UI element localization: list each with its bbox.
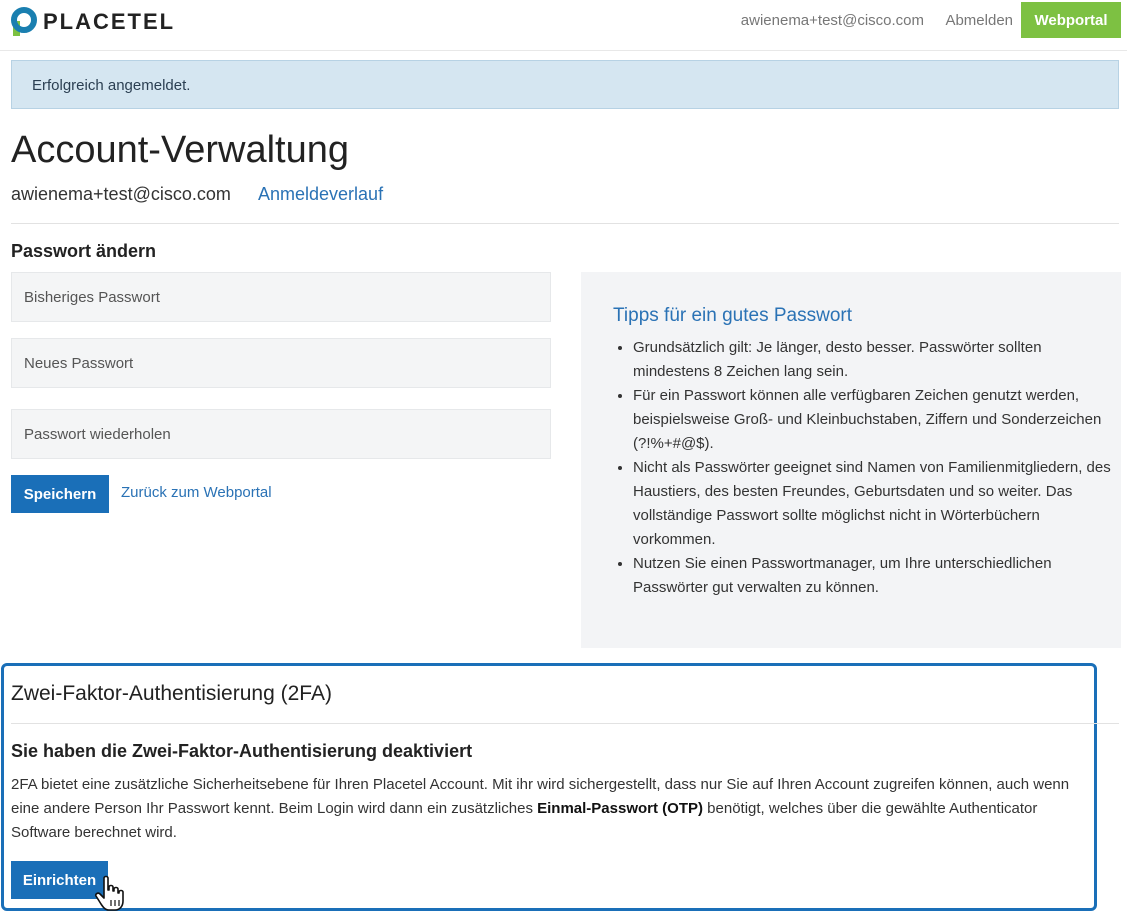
divider (11, 723, 1119, 724)
save-button[interactable]: Speichern (11, 475, 109, 513)
placetel-logo[interactable] (10, 7, 175, 37)
back-to-webportal-link[interactable]: Zurück zum Webportal (121, 484, 272, 501)
top-navbar (0, 0, 1127, 51)
logo-text: PLACETEL (43, 9, 176, 34)
twofa-desc-bold: Einmal-Passwort (OTP) (537, 800, 703, 817)
repeat-password-input[interactable] (11, 409, 551, 459)
account-email: awienema+test@cisco.com (11, 184, 231, 204)
change-password-title: Passwort ändern (11, 241, 157, 261)
login-history-link[interactable]: Anmeldeverlauf (258, 184, 384, 204)
tip-item: • Nicht als Passwörter geeignet sind Namen von Familienmitgliedern, des Haustiers, des besten Freundes, Geburtsdaten und so weiter. Das vollständige Passwort sollte möglichst nicht in Wörterbüchern vorkommen. (633, 456, 1111, 552)
current-password-input[interactable] (11, 272, 551, 322)
hand-pointer-cursor-icon (92, 874, 130, 912)
tips-list (613, 336, 1111, 600)
user-email: awienema+test@cisco.com (740, 12, 924, 29)
twofa-description (11, 773, 1091, 845)
twofa-desc-text-end: benötigt, welches über die gewählte Authenticator Software berechnet wird. (11, 800, 1038, 841)
twofa-desc-text: 2FA bietet eine zusätzliche Sicherheitsebene für Ihren Placetel Account. Mit ihr wird sichergestellt, dass nur Sie auf Ihren Account zugreifen können, auch wenn eine andere Person Ihr Passwort kennt. Beim Login wird dann ein zusätzliches (11, 776, 1070, 817)
tips-title: Tipps für ein gutes Passwort (613, 305, 853, 326)
webportal-button[interactable]: Webportal (1021, 2, 1121, 38)
page-title: Account-Verwaltung (11, 129, 349, 171)
divider (11, 223, 1119, 224)
twofa-status: Sie haben die Zwei-Faktor-Authentisierung deaktiviert (11, 741, 473, 761)
alert-message: Erfolgreich angemeldet. (32, 77, 191, 94)
tip-item: • Grundsätzlich gilt: Je länger, desto besser. Passwörter sollten mindestens 8 Zeichen lang sein. (633, 336, 1111, 384)
placetel-logo-icon (10, 7, 38, 37)
password-tips-panel (581, 272, 1121, 648)
tip-item: • Für ein Passwort können alle verfügbaren Zeichen genutzt werden, beispielsweise Groß- und Kleinbuchstaben, Ziffern und Sonderzeichen (?!%+#@$). (633, 384, 1111, 456)
success-alert (11, 60, 1119, 109)
logout-link[interactable]: Abmelden (945, 12, 1013, 29)
tip-item: • Nutzen Sie einen Passwortmanager, um Ihre unterschiedlichen Passwörter gut verwalten zu können. (633, 552, 1111, 600)
setup-2fa-button[interactable]: Einrichten (11, 861, 108, 899)
new-password-input[interactable] (11, 338, 551, 388)
twofa-title: Zwei-Faktor-Authentisierung (2FA) (11, 682, 332, 705)
